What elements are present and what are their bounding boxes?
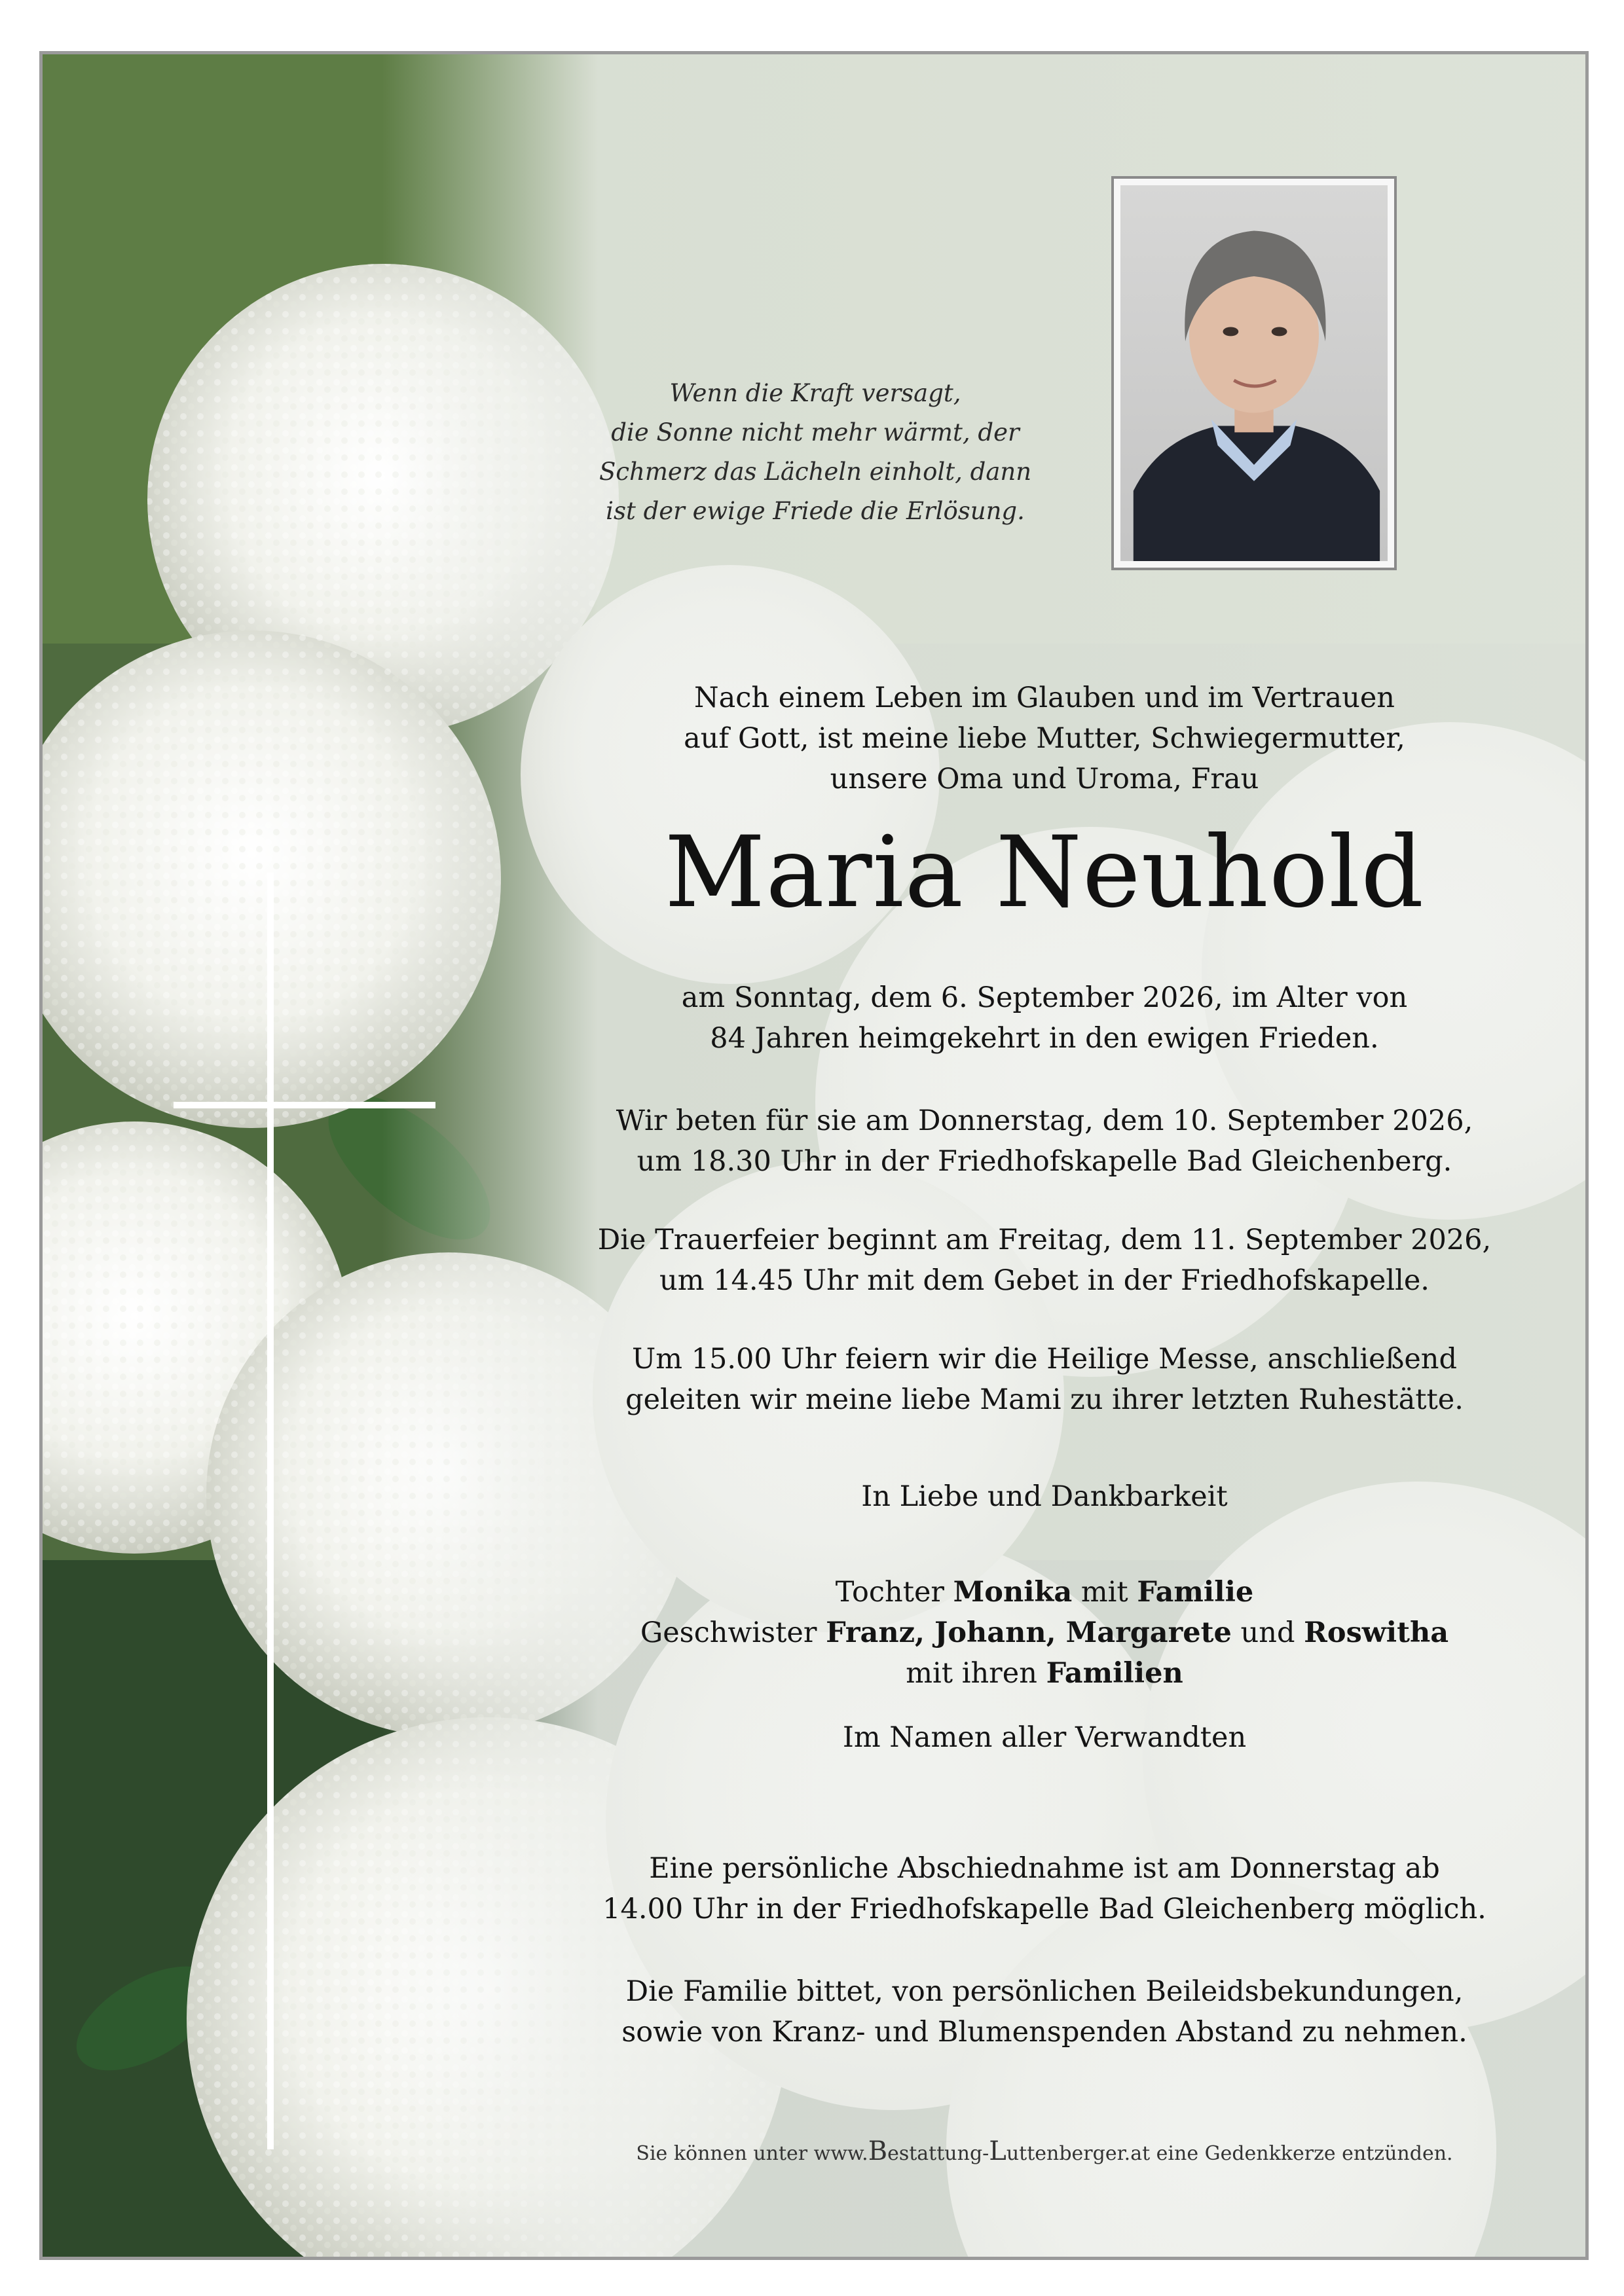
text-line: um 18.30 Uhr in der Friedhofskapelle Bad Gleichenberg. bbox=[637, 1145, 1452, 1178]
prayer-notice bbox=[540, 1101, 1549, 1182]
text-line: um 14.45 Uhr mit dem Gebet in der Friedhofskapelle. bbox=[659, 1264, 1430, 1297]
text-line: 14.00 Uhr in der Friedhofskapelle Bad Gleichenberg möglich. bbox=[602, 1893, 1486, 1925]
mourners-list bbox=[540, 1572, 1549, 1694]
memorial-candle-link[interactable]: Sie können unter www.Bestattung-Luttenberger.at eine Gedenkkerze entzünden. bbox=[636, 2136, 1453, 2166]
text-line: Die Trauerfeier beginnt am Freitag, dem 11. September 2026, bbox=[597, 1224, 1492, 1256]
mourner-line: Geschwister Franz, Johann, Margarete und Roswitha bbox=[640, 1616, 1449, 1649]
relatives-line: Im Namen aller Verwandten bbox=[842, 1721, 1247, 1754]
portrait-photo bbox=[1120, 185, 1388, 561]
text-line: Wir beten für sie am Donnerstag, dem 10. September 2026, bbox=[616, 1104, 1473, 1137]
text-line: auf Gott, ist meine liebe Mutter, Schwiegermutter, bbox=[684, 722, 1405, 755]
quote-line: die Sonne nicht mehr wärmt, der bbox=[611, 418, 1020, 446]
portrait-photo-frame bbox=[1111, 176, 1397, 570]
text-line: 84 Jahren heimgekehrt in den ewigen Frieden. bbox=[710, 1022, 1379, 1055]
intro-text bbox=[540, 678, 1549, 799]
deceased-name: Maria Neuhold bbox=[664, 816, 1425, 930]
quote-line: ist der ewige Friede die Erlösung. bbox=[606, 497, 1025, 525]
text-line: Nach einem Leben im Glauben und im Vertrauen bbox=[694, 682, 1395, 714]
text-line: Die Familie bittet, von persönlichen Beileidsbekundungen, bbox=[625, 1975, 1464, 2008]
quote-line: Wenn die Kraft versagt, bbox=[669, 379, 961, 407]
text-line: am Sonntag, dem 6. September 2026, im Alter von bbox=[681, 981, 1408, 1014]
obituary-card bbox=[39, 51, 1589, 2260]
condolence-request bbox=[540, 1971, 1549, 2052]
funeral-notice bbox=[540, 1220, 1549, 1301]
memorial-quote bbox=[580, 374, 1051, 531]
mourner-line: Tochter Monika mit Familie bbox=[835, 1576, 1254, 1609]
text-line: geleiten wir meine liebe Mami zu ihrer letzten Ruhestätte. bbox=[625, 1383, 1464, 1416]
text-line: sowie von Kranz- und Blumenspenden Abstand zu nehmen. bbox=[621, 2016, 1467, 2049]
text-line: Um 15.00 Uhr feiern wir die Heilige Messe, anschließend bbox=[631, 1343, 1458, 1376]
text-line: unsere Oma und Uroma, Frau bbox=[830, 763, 1259, 795]
text-line: Eine persönliche Abschiednahme ist am Donnerstag ab bbox=[649, 1852, 1440, 1885]
mourner-line: mit ihren Familien bbox=[906, 1657, 1183, 1690]
quote-line: Schmerz das Lächeln einholt, dann bbox=[599, 458, 1032, 486]
mass-notice bbox=[540, 1339, 1549, 1420]
closing-line: In Liebe und Dankbarkeit bbox=[861, 1480, 1228, 1513]
death-notice bbox=[540, 977, 1549, 1059]
farewell-notice bbox=[540, 1848, 1549, 1929]
